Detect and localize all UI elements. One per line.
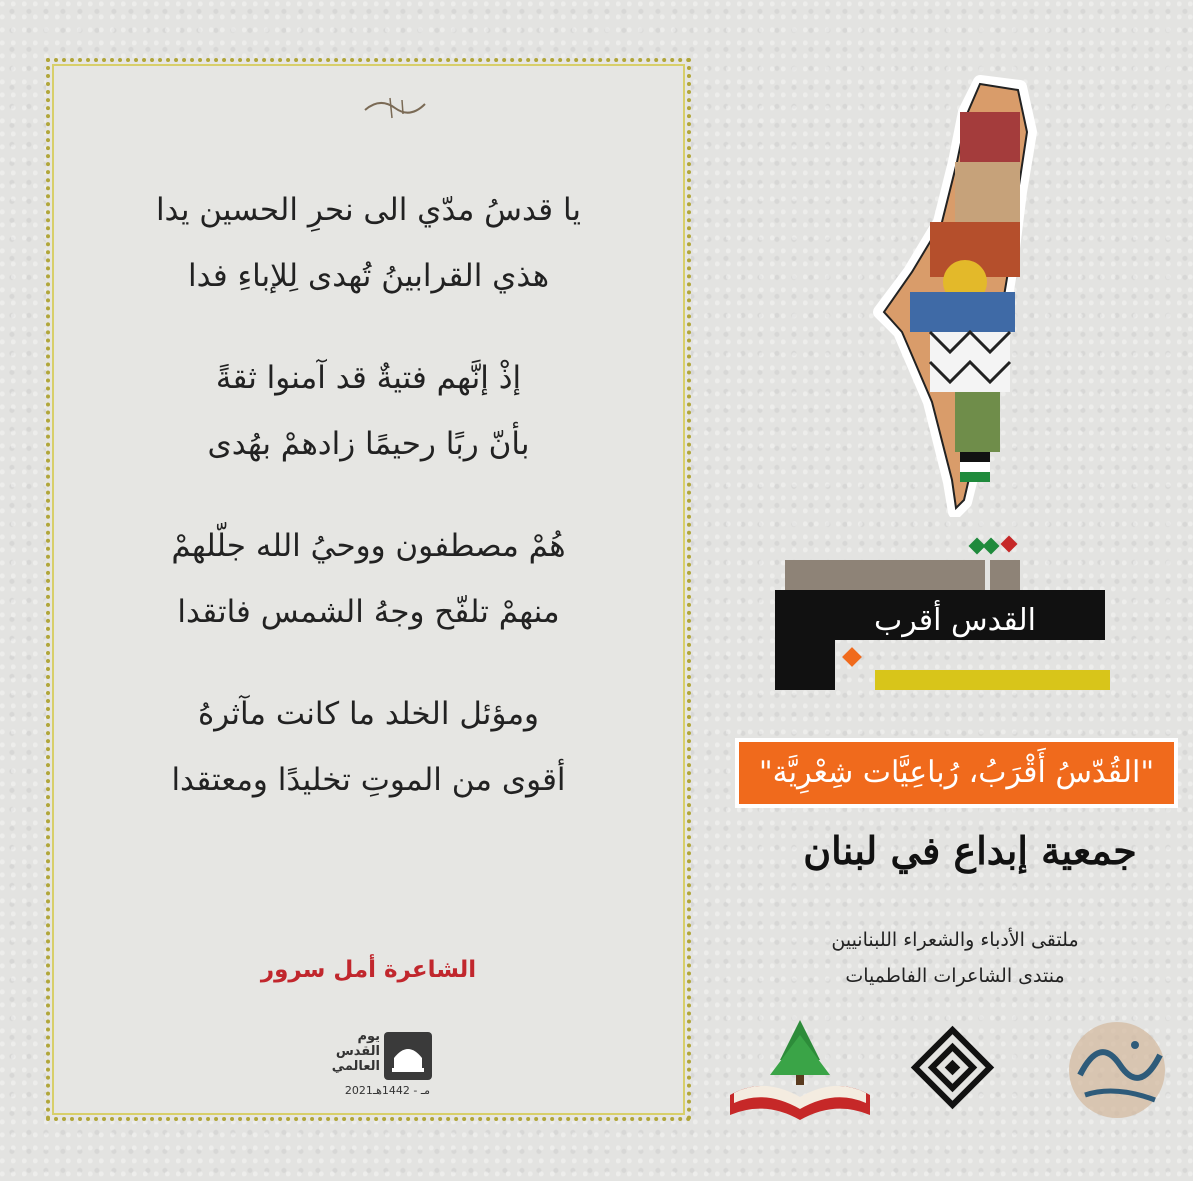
fatimiyat-logo-icon [1060, 1015, 1175, 1125]
cedar-book-logo-icon [720, 1015, 880, 1125]
forum-line: ملتقى الأدباء والشعراء اللبنانيين [831, 929, 1079, 951]
verse-line: بأنّ ربًا رحيمًا زادهمْ بهُدى [207, 426, 530, 462]
verse-line: يا قدسُ مدّي الى نحرِ الحسين يدا [155, 192, 582, 228]
verse-line: هُمْ مصطفون ووحيُ الله جلّلهمْ [171, 528, 566, 564]
stanza-2 [90, 345, 647, 477]
forum-names [760, 922, 1150, 994]
quds-aqrab-kufic-logo [775, 530, 1135, 720]
stanza-4 [90, 681, 647, 813]
quds-day-title: يوم القدس العالمي [331, 1029, 380, 1074]
dome-icon [384, 1032, 432, 1080]
kufic-square-logo-icon [905, 1020, 1000, 1115]
verse-line: منهمْ تلفّح وجهُ الشمس فاتقدا [177, 594, 560, 630]
quds-day-year: 2021مـ - 1442هـ [344, 1084, 430, 1097]
quds-day-logo [312, 1027, 432, 1097]
verse-line: ومؤئل الخلد ما كانت مآثرهُ [197, 696, 540, 732]
verse-line: أقوى من الموتِ تخليدًا ومعتقدا [171, 762, 566, 798]
poem-body [90, 177, 647, 849]
stanza-1 [90, 177, 647, 309]
stanza-3 [90, 513, 647, 645]
palestine-map-icon [870, 72, 1040, 517]
campaign-banner: "القُدّسُ أَقْرَبُ، رُباعِيَّات شِعْرِيَّة" [735, 738, 1178, 808]
verse-line: إذْ إنَّهم فتيةٌ قد آمنوا ثقةً [215, 360, 522, 396]
basmala-calligraphy [360, 92, 430, 122]
association-name: جمعية إبداع في لبنان [803, 828, 1137, 873]
poet-name: الشاعرة أمل سرور [260, 957, 477, 983]
logo-text: القدس أقرب [873, 603, 1037, 638]
forum-line: منتدى الشاعرات الفاطميات [845, 965, 1065, 987]
verse-line: هذي القرابينُ تُهدى لِلإباءِ فدا [187, 258, 550, 294]
poem-frame [46, 58, 691, 1121]
